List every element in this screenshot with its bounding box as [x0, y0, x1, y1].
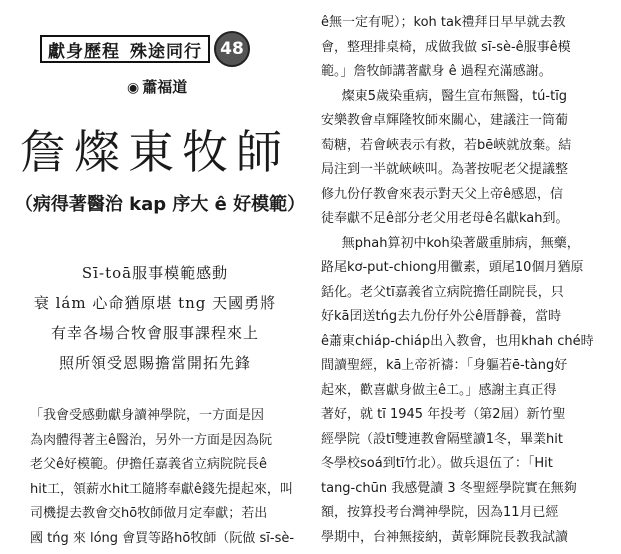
body-line: 燦東5歲染重病，醫生宣布無醫，tú-tīg: [341, 88, 568, 104]
body-line: 局注到一半就峽峽叫。為著按呢老父提議整: [321, 162, 569, 177]
body-line: ê蕭東chiáp-chiáp出入教會，也用khah ché時: [321, 333, 594, 349]
body-line: hit工，領薪水hit工隨將奉獻ê錢先提起來，叫: [30, 481, 293, 497]
body-line: tang-chūn 我感覺讀 3 冬聖經學院實在無夠: [321, 480, 577, 496]
body-line: 萄糖，若會峽表示有救，若bē峽就放棄。結: [321, 137, 572, 153]
series-header: [40, 34, 250, 64]
series-label: [40, 35, 210, 63]
body-line: 學期中，台神無接納，黃彰輝院長教我試讀: [321, 529, 569, 545]
right-body-text: [321, 11, 613, 550]
body-line: 間讀聖經，kā上帝祈禱：「身軀若ē-tàng好: [321, 358, 568, 373]
body-line: 會，整理排桌椅，成做我做 sī-sè-ê服事ê模: [321, 39, 571, 55]
body-line: 經學院（設tī雙連教會隔壁讀1冬，畢業hit: [321, 431, 563, 447]
right-column: [321, 0, 613, 554]
body-line: 安樂教會卓輝隆牧師來關心，建議注一筒葡: [321, 113, 569, 128]
poem-line: 有幸各場合牧會服事課程來上: [50, 324, 259, 342]
author-bullet-icon: ◉: [127, 80, 140, 96]
series-number-badge: 48: [214, 31, 250, 67]
body-line: 好kā囝送tńg去九份仔外公ê厝靜養，當時: [321, 309, 562, 324]
body-line: 國 tńg 來 lóng 會買等路hō牧師（阮做 sī-sè-: [30, 530, 295, 546]
article-title: 詹燦東牧師: [20, 125, 290, 179]
body-line: 範。」詹牧師講著獻身 ê 過程充滿感謝。: [321, 64, 552, 79]
body-line: 銛化。老父tī嘉義省立病院擔任副院長，只: [321, 284, 564, 300]
series-right-label: 殊途同行: [130, 41, 202, 62]
left-body-text: [30, 404, 300, 551]
body-line: 為肉體得著主ê醫治，另外一方面是因為阮: [30, 432, 272, 448]
body-line: 「我會受感動獻身讀神學院，一方面是因: [30, 408, 265, 423]
body-line: 司機提去教會交hō牧師做月定奉獻；若出: [30, 506, 268, 521]
author-line: [127, 76, 187, 97]
author-name: 蕭福道: [142, 78, 188, 96]
poem-line: 照所領受恩賜擔當開拓先鋒: [58, 354, 251, 372]
body-line: 修九份仔教會來表示對天父上帝ê感恩，信: [321, 186, 563, 202]
body-line: 著好，就 tī 1945 年投考（第2屆）新竹聖: [321, 407, 566, 422]
poem-line: 衰 lám 心命猶原堪 tng 天國勇將: [33, 294, 277, 312]
body-line: 老父ê好模範。伊擔任嘉義省立病院院長ê: [30, 457, 267, 472]
left-column: [0, 0, 310, 554]
body-line: 起來，歡喜獻身做主ê工。」感謝主真正得: [321, 382, 557, 398]
body-line: 路尾kơ-put-chiong用黴素，頭尾10個月猶原: [321, 260, 584, 275]
body-line: 冬學校soá到tī竹北）。做兵退伍了：「Hit: [321, 456, 553, 471]
body-line: 額，按算投考台灣神學院，因為11月已經: [321, 505, 559, 520]
body-line: 無phah算初中koh染著嚴重肺病，無藥，: [341, 235, 580, 251]
poem-block: [0, 258, 310, 378]
body-line: 徒奉獻不足ê部分老父用老母ê名獻kah到。: [321, 211, 569, 226]
article-subtitle: （病得著醫治 kap 序大 ê 好模範）: [14, 194, 306, 215]
series-left-label: 獻身歷程: [48, 41, 120, 62]
poem-line: Sī-toā服事模範感動: [81, 264, 229, 282]
body-line: ê無一定有呢）；koh tak禮拜日早早就去教: [321, 15, 566, 30]
